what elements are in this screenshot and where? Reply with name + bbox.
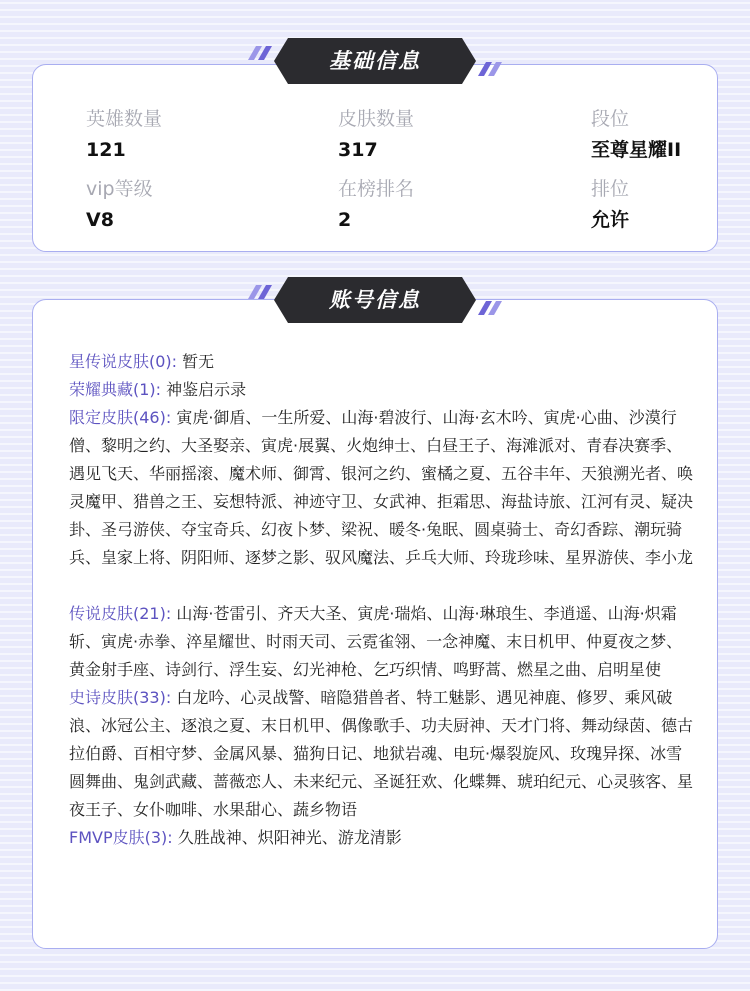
skin-count-label: 皮肤数量 <box>338 108 415 130</box>
board-rank-value: 2 <box>338 209 352 231</box>
spacer <box>69 572 693 600</box>
limited-row <box>69 404 693 572</box>
fmvp-label: FMVP皮肤(3): <box>69 828 173 847</box>
account-info-banner <box>246 277 504 323</box>
fmvp-text: 久胜战神、炽阳神光、游龙清影 <box>177 828 402 847</box>
legend-row <box>69 600 693 684</box>
limited-label: 限定皮肤(46): <box>69 408 172 427</box>
glory-label: 荣耀典藏(1): <box>69 380 162 399</box>
hero-count-value: 121 <box>86 139 126 161</box>
star-legend-row <box>69 348 693 376</box>
basic-info-banner <box>246 38 504 84</box>
legend-label: 传说皮肤(21): <box>69 604 172 623</box>
basic-info-title: 基础信息 <box>329 49 421 73</box>
fmvp-row <box>69 824 693 852</box>
ranked-stat <box>591 177 629 232</box>
legend-text: 山海·苍雷引、齐天大圣、寅虎·瑞焰、山海·琳琅生、李逍遥、山海·炽霜斩、寅虎·赤拳、淬星耀世、时雨天司、云霓雀翎、一念神魔、末日机甲、仲夏夜之梦、黄金射手座、诗剑行、浮生妄、幻光神枪、乞巧织情、鸣野蒿、燃星之曲、启明星使 <box>69 604 683 679</box>
board-rank-label: 在榜排名 <box>338 178 415 200</box>
account-info-card <box>32 299 718 949</box>
rank-value: 至尊星耀II <box>591 139 682 161</box>
epic-text: 白龙吟、心灵战警、暗隐猎兽者、特工魅影、遇见神鹿、修罗、乘风破浪、冰冠公主、逐浪之夏、末日机甲、偶像歌手、功夫厨神、天才门将、舞动绿茵、德古拉伯爵、百相守梦、金属风暴、猫狗日记、地狱岩魂、电玩·爆裂旋风、玫瑰异探、冰雪圆舞曲、鬼剑武藏、蔷薇恋人、未来纪元、圣诞狂欢、化蝶舞、琥珀纪元、心灵骇客、星夜王子、女仆咖啡、水果甜心、蔬乡物语 <box>69 688 694 819</box>
account-skin-list <box>69 348 693 852</box>
account-info-title: 账号信息 <box>329 288 421 312</box>
vip-label: vip等级 <box>86 178 153 200</box>
glory-row <box>69 376 693 404</box>
limited-text: 寅虎·御盾、一生所爱、山海·碧波行、山海·玄木吟、寅虎·心曲、沙漠行僧、黎明之约、大圣娶亲、寅虎·展翼、火炮绅士、白昼王子、海滩派对、青春决赛季、遇见飞天、华丽摇滚、魔术师、御霄、银河之约、蜜橘之夏、五谷丰年、天狼溯光者、唤灵魔甲、猎兽之王、妄想特派、神迹守卫、女武神、拒霜思、海盐诗旅、江河有灵、疑决卦、圣弓游侠、夺宝奇兵、幻夜卜梦、梁祝、暖冬·兔眠、圆桌骑士、奇幻香踪、潮玩骑兵、皇家上将、阴阳师、逐梦之影、驭风魔法、乒乓大师、玲珑珍味、星界游侠、李小龙 <box>69 408 694 567</box>
skin-count-value: 317 <box>338 139 378 161</box>
star-legend-label: 星传说皮肤(0): <box>69 352 178 371</box>
epic-label: 史诗皮肤(33): <box>69 688 172 707</box>
epic-row <box>69 684 693 824</box>
ranked-value: 允许 <box>591 209 630 231</box>
board-rank-stat <box>338 177 414 232</box>
glory-text: 神鉴启示录 <box>166 380 247 399</box>
ranked-label: 排位 <box>591 178 630 200</box>
vip-value: V8 <box>86 209 114 231</box>
vip-stat <box>86 177 153 232</box>
hero-count-stat <box>86 107 162 162</box>
basic-info-card <box>32 64 718 252</box>
skin-count-stat <box>338 107 414 162</box>
rank-label: 段位 <box>591 108 630 130</box>
star-legend-text: 暂无 <box>182 352 215 371</box>
hero-count-label: 英雄数量 <box>86 108 163 130</box>
rank-stat <box>591 107 681 162</box>
